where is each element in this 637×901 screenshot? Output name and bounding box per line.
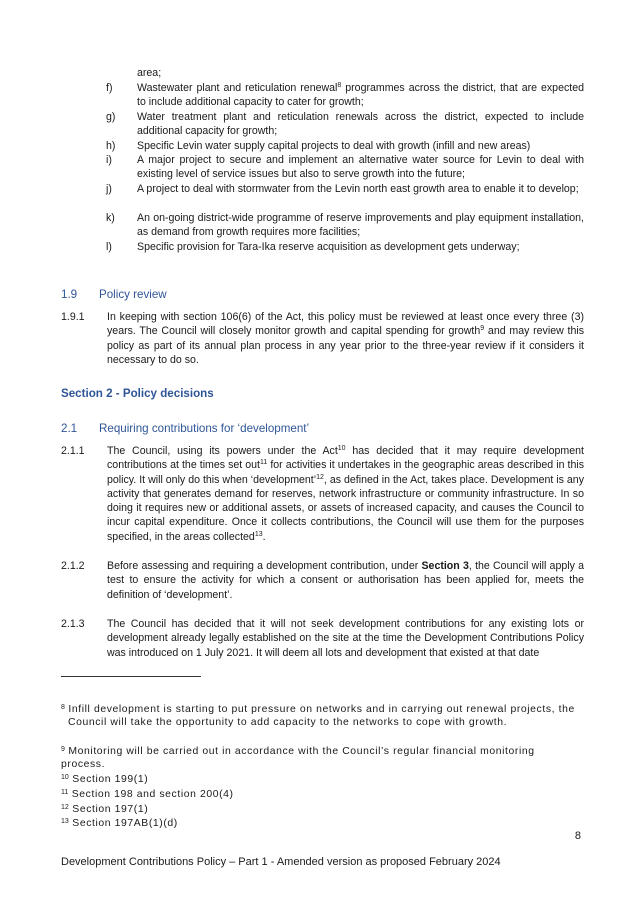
list-text: A project to deal with stormwater from the Levin north east growth area to enable it to develop;: [137, 183, 579, 195]
footnote-ref[interactable]: 11: [260, 459, 268, 467]
footnote-9: [61, 743, 581, 771]
list-label: j): [106, 183, 112, 195]
list-text: An on-going district-wide programme of reserve improvements and play equipment installation, as demand from growth requires more facilities;: [137, 212, 584, 239]
heading-title: Requiring contributions for ‘development’: [99, 422, 310, 435]
footnote-ref[interactable]: 9: [480, 325, 485, 333]
page-footer: Development Contributions Policy – Part 1 - Amended version as proposed February 2024: [61, 856, 501, 868]
heading-number: 1.9: [61, 288, 78, 301]
list-text: A major project to secure and implement an alternative water source for Levin to deal with existing level of service issues but also to serve growth into the future;: [137, 154, 584, 181]
paragraph-number: 2.1.3: [61, 618, 85, 630]
footnote-number: 10: [61, 774, 69, 781]
footnote-text: Section 199(1): [68, 774, 149, 785]
footnote-text: Monitoring will be carried out in accordance with the Council’s regular financial monitoring process.: [61, 746, 535, 770]
paragraph-text: , the Council will apply a test to ensure the activity for which a consent or authorisation has been applied for, meets the definition of ‘development’.: [107, 560, 585, 601]
paragraph-text: In keeping with section 106(6) of the Act, this policy must be reviewed at least once every three (3) years. The Council will closely monitor growth and capital spending for growth: [107, 311, 584, 338]
footnote-text: Section 197(1): [68, 804, 149, 815]
heading-title: Policy review: [99, 288, 167, 301]
footnote-12: [61, 801, 581, 816]
list-text: Wastewater plant and reticulation renewal: [137, 82, 338, 94]
footnote-10: [61, 771, 581, 786]
paragraph-number: 2.1.2: [61, 560, 85, 572]
footnote-ref[interactable]: 13: [254, 530, 263, 538]
list-label: f): [106, 82, 113, 94]
footnote-ref[interactable]: 12: [316, 473, 324, 481]
list-item-g: [106, 110, 584, 139]
list-label: l): [106, 241, 112, 253]
footnote-number: 12: [61, 804, 69, 811]
footnote-number: 13: [61, 818, 69, 825]
list-text: Specific Levin water supply capital projects to deal with growth (infill and new areas): [137, 140, 531, 152]
paragraph-2-1-2: [61, 559, 584, 602]
paragraph-text: The Council, using its powers under the Act: [107, 445, 338, 457]
footnote-text: Section 198 and section 200(4): [68, 789, 234, 800]
paragraph-2-1-1: [61, 444, 584, 544]
list-item-k: [106, 211, 584, 240]
footnote-8: [61, 701, 588, 729]
list-label: i): [106, 154, 112, 166]
heading-1-9: [61, 288, 167, 301]
paragraph-text: .: [262, 530, 266, 543]
paragraph-text: for activities it undertakes in the geographic areas described in this policy. It will only do this when ‘development’: [107, 459, 585, 486]
page-number: 8: [574, 830, 581, 842]
paragraph-text: and may review this policy as part of its annual plan process in any year prior to the three-year review if it considers it necessary to do so.: [107, 325, 584, 366]
paragraph-1-9-1: [61, 310, 584, 367]
paragraph-number: 2.1.1: [61, 445, 85, 457]
paragraph-text: has decided that it may require development contributions at the times set out: [107, 445, 584, 472]
list-item-h: [106, 139, 584, 153]
paragraph-text: The Council has decided that it will not seek development contributions for any existing lots or development already legally established on the site at the time the Development Contributions Policy was introduced on 1 July 2021. It will deem all lots and development that existed at that date: [107, 618, 584, 659]
footnote-13: [61, 815, 581, 830]
footnote-number: 9: [61, 746, 65, 753]
footnote-11: [61, 786, 581, 801]
footnote-text: Infill development is starting to put pressure on networks and in carrying out renewal projects, the Council will take the opportunity to add capacity to the networks to cope with growth.: [64, 704, 575, 728]
list-label: k): [106, 212, 115, 224]
section-2-heading: Section 2 - Policy decisions: [61, 387, 214, 400]
list-item-f: [106, 81, 584, 110]
footnote-text: Section 197AB(1)(d): [68, 818, 178, 829]
list-item-l: [106, 240, 584, 254]
footnote-number: 8: [61, 704, 65, 711]
list-item-j: [106, 182, 584, 196]
footnote-ref[interactable]: 8: [337, 82, 342, 89]
section-reference: Section 3: [421, 560, 469, 572]
heading-number: 2.1: [61, 422, 78, 435]
list-text: Water treatment plant and reticulation renewals across the district, expected to include additional capacity for growth;: [137, 111, 584, 138]
paragraph-text: , as defined in the Act, takes place. Development is any activity that generates demand for reserves, network infrastructure or community infrastructure. In so doing it requires new or additional assets, or assets of increased capacity, and causes the Council to incur capital expenditure. Once it collects contributions, the Council will use them for the purposes specified, in the areas collected: [107, 473, 584, 543]
paragraph-text: Before assessing and requiring a development contribution, under: [107, 560, 422, 572]
heading-2-1: [61, 422, 309, 435]
footnote-ref[interactable]: 10: [337, 445, 346, 452]
footnote-number: 11: [61, 789, 69, 796]
list-item-continuation: area;: [137, 67, 162, 79]
list-label: g): [106, 111, 116, 123]
list-text: programmes across the district, that are expected to include additional capacity to cater for growth;: [137, 82, 584, 109]
paragraph-number: 1.9.1: [61, 311, 85, 323]
footnote-separator: [61, 676, 201, 677]
paragraph-2-1-3: [61, 617, 584, 660]
list-item-i: [106, 153, 584, 182]
list-label: h): [106, 140, 116, 152]
list-text: Specific provision for Tara-Ika reserve acquisition as development gets underway;: [137, 241, 520, 253]
